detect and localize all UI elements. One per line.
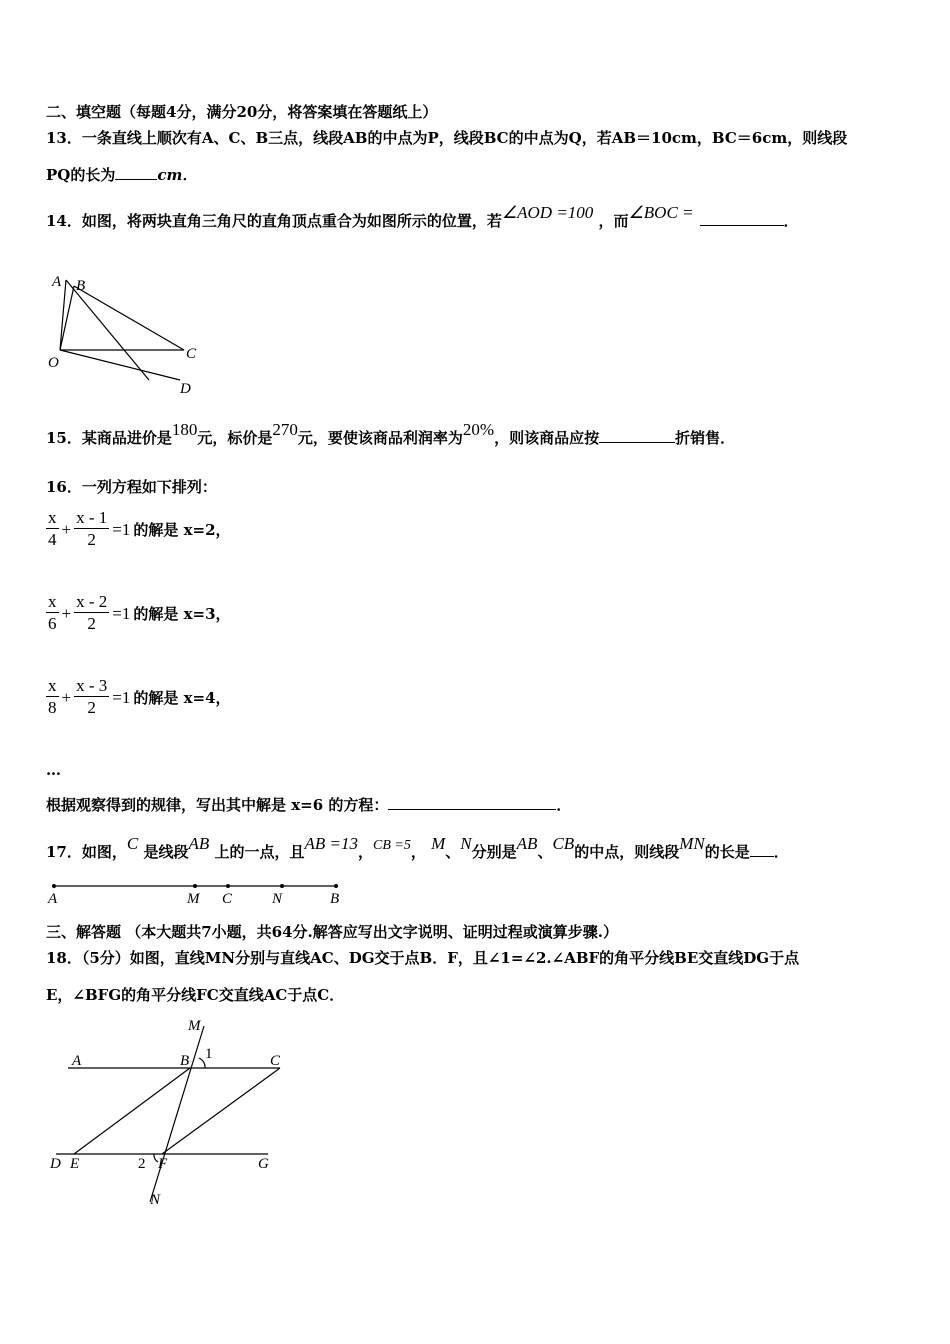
q15-p3: 元，要使该商品利润率为 [297,429,463,447]
eq3-rhs: =1 [112,687,131,707]
q13-line2-post: cm． [157,166,198,184]
eq2-b-num: x - 2 [76,592,108,611]
eq2-a-den: 6 [48,614,57,633]
q17-p4: ， [358,843,374,861]
q18-line1: 18．（5分）如图，直线MN分别与直线AC、DG交于点B．F，且∠1=∠2.∠ABF的角平分线BE交直线DG于点 [46,949,800,967]
eq3-b-den: 2 [87,698,96,717]
q18-label-f: F [158,1156,168,1172]
eq3-tail: 的解是 x=4， [133,689,231,707]
eq1-b-den: 2 [87,530,96,549]
q18-label-2: 2 [138,1156,146,1172]
q17-p8: 、 [537,843,553,861]
q17-label-a: A [48,891,58,907]
eq3-b-num: x - 3 [76,676,108,695]
q15-cost: 180 [171,420,198,439]
q16-answer-blank[interactable] [388,795,556,810]
q17-label-m: M [187,891,200,907]
q14-post: ． [783,212,799,230]
q18-label-g: G [258,1156,269,1172]
q17-p6: 、 [445,843,461,861]
q18-line2: E，∠BFG的角平分线FC交直线AC于点C． [46,986,345,1004]
eq2-tail: 的解是 x=3， [133,605,231,623]
eq1-rhs: =1 [112,519,131,539]
q17-p1: 17．如图， [46,843,127,861]
q14-label-o: O [48,355,59,371]
eq1-a-den: 4 [48,530,57,549]
q16-equation-2: $\frac{x}{6}$ + $\frac{x - 2}{2}$ =1 的解是 x=3， [48,592,231,633]
q18-label-a: A [72,1053,82,1069]
q14-label-d: D [180,381,191,397]
q16-intro: 16．一列方程如下排列： [46,478,217,496]
q17-label-n: N [272,891,283,907]
q17-p7: 分别是 [471,843,517,861]
q18-parallel-lines-figure [46,1016,286,1212]
q17-p3: 上的一点，且 [214,843,305,861]
q15-price: 270 [272,420,298,439]
q16-end: ． [556,796,572,814]
q14-label-c: C [186,346,197,362]
q17-p5: ， [410,843,426,861]
q14-label-b: B [76,278,86,294]
q15-p4: ，则该商品应按 [494,429,600,447]
eq1-a-num: x [48,508,57,527]
eq3-a-num: x [48,676,57,695]
eq3-a-den: 8 [48,698,57,717]
point-c [226,884,230,888]
q17-label-b: B [330,891,340,907]
q15-p2: 元，标价是 [197,429,273,447]
q15-text [46,420,736,448]
q18-label-n: N [150,1192,161,1208]
q17-answer-blank[interactable] [750,842,774,857]
q17-m5: M [431,834,446,853]
q17-m7: AB [516,834,538,853]
q17-label-c: C [222,891,233,907]
q14-text [46,203,799,231]
q13-line1: 13．一条直线上顺次有A、C、B三点，线段AB的中点为P，线段BC的中点为Q，若AB＝10cm，BC＝6cm，则线段 [46,129,848,147]
q14-answer-blank[interactable] [700,211,784,226]
q16-question [46,795,571,815]
q14-label-a: A [52,274,62,290]
point-a [52,884,56,888]
q18-label-m: M [188,1018,201,1034]
q14-math-boc: ∠BOC = [628,203,694,222]
eq2-b-den: 2 [87,614,96,633]
eq1-tail: 的解是 x=2， [133,521,231,539]
q17-text [46,834,789,864]
q17-m3: AB =13 [304,834,358,853]
q17-p10: 的长是 [704,843,750,861]
q17-m9: MN [679,834,705,853]
q13-line2-pre: PQ的长为 [46,166,116,184]
q16-equation-3: $\frac{x}{8}$ + $\frac{x - 3}{2}$ =1 的解是 x=4， [48,676,231,717]
q18-label-1: 1 [205,1046,213,1062]
q15-answer-blank[interactable] [599,428,675,443]
q15-rate: 20% [462,420,495,439]
q16-ellipsis: … [46,761,61,779]
eq1-b-num: x - 1 [76,508,108,527]
q16-question-text: 根据观察得到的规律，写出其中解是 x=6 的方程： [46,796,389,814]
q16-equation-1: $\frac{x}{4}$ + $\frac{x - 1}{2}$ =1 的解是 x=2， [48,508,231,549]
q18-label-b: B [180,1053,190,1069]
q15-p1: 15．某商品进价是 [46,429,172,447]
q18-label-e: E [70,1156,80,1172]
q15-p5: 折销售． [675,429,736,447]
q13-answer-blank[interactable] [115,165,157,180]
eq2-a-num: x [48,592,57,611]
section2-heading: 二、填空题（每题4分，满分20分，将答案填在答题纸上） [46,103,438,121]
q17-m6: N [460,834,472,853]
q17-m8: CB [552,834,575,853]
q17-m4: CB =5 [373,838,411,853]
q17-p2: 是线段 [143,843,189,861]
q17-p9: 的中点，则线段 [574,843,680,861]
q18-label-d: D [50,1156,61,1172]
q17-m1: C [126,834,139,853]
q17-m2: AB [188,834,210,853]
q14-triangle-figure [44,272,214,402]
q14-pre: 14．如图，将两块直角三角尺的直角顶点重合为如图所示的位置，若 [46,212,502,230]
q13-line2 [46,165,197,185]
q17-segment-figure [44,878,344,908]
point-m [193,884,197,888]
q17-p11: ． [773,843,789,861]
section3-heading: 三、解答题 （本大题共7小题，共64分.解答应写出文字说明、证明过程或演算步骤.） [46,923,618,941]
q18-label-c: C [270,1053,281,1069]
q14-math-aod: ∠AOD =100 [501,203,594,222]
point-n [280,884,284,888]
eq2-rhs: =1 [112,603,131,623]
point-b [334,884,338,888]
q14-mid: ，而 [598,212,629,230]
